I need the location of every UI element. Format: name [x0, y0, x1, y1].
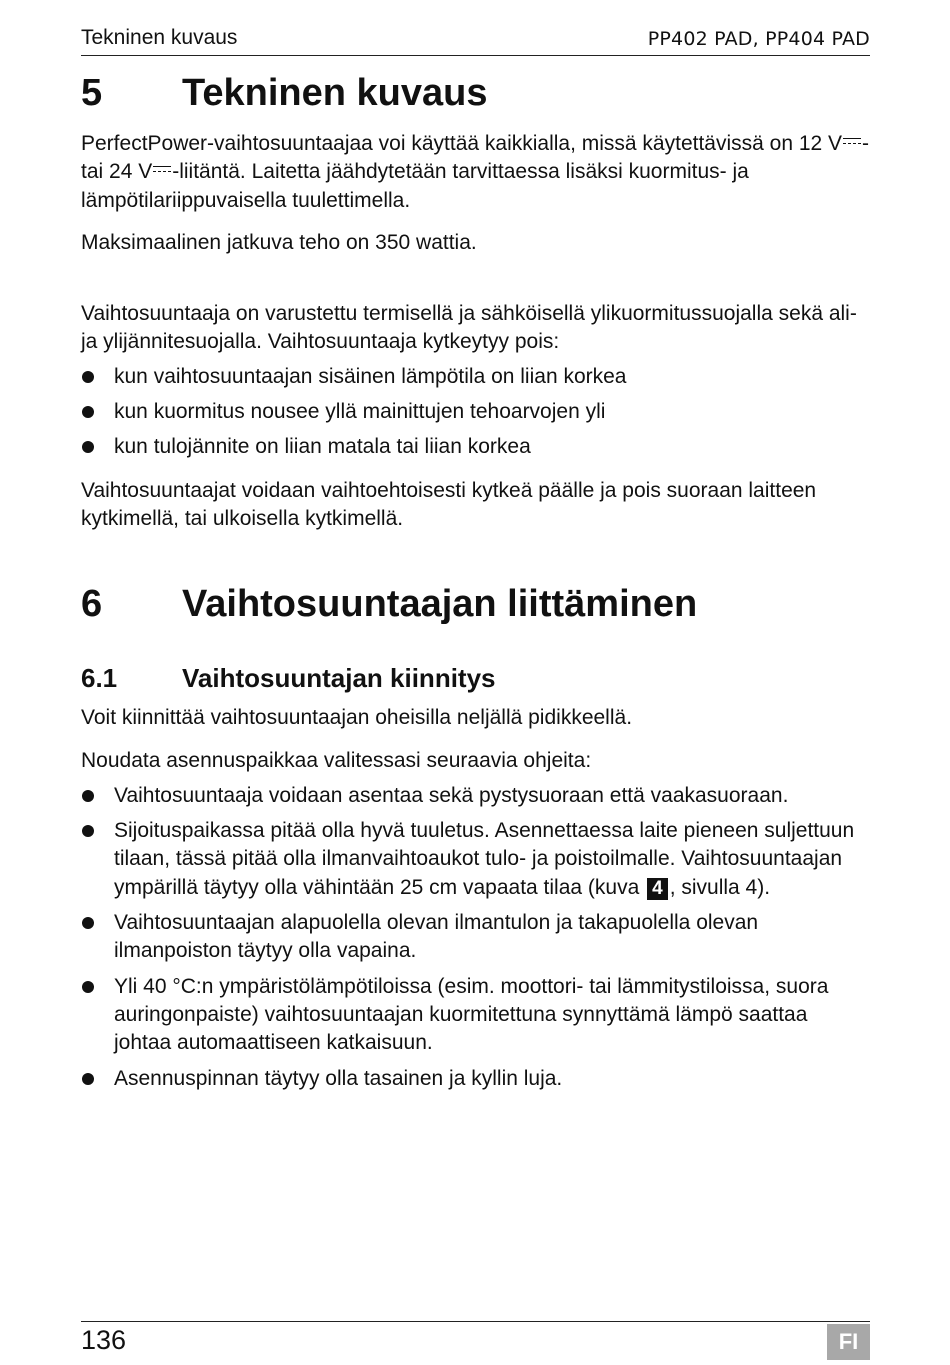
list-item-text-end: , sivulla 4). — [669, 875, 771, 899]
list-item-text: kun kuormitus nousee yllä mainittujen tehoarvojen yli — [114, 400, 606, 424]
list-item-text: Asennuspinnan täytyy olla tasainen ja kyllin luja. — [114, 1066, 563, 1090]
list-item-text: Yli 40 °C:n ympäristölämpötiloissa (esim. moottori- tai lämmitystiloissa, suora auringonpaiste) vaihtosuuntaajan kuormitettuna synnyttämä lämpö saattaa johtaa automaattiseen katkaisuun. — [114, 974, 829, 1055]
figure-reference-badge: 4 — [647, 878, 668, 900]
list-item-text: Vaihtosuuntaajan alapuolella olevan ilmantulon ja takapuolella olevan ilmanpoiston täytyy olla vapaina. — [114, 911, 759, 963]
list-item — [81, 973, 870, 1058]
list-item — [81, 909, 870, 966]
sec61-bullet-list — [81, 782, 870, 1093]
dc-symbol-icon — [152, 164, 172, 178]
bullet-icon — [82, 790, 94, 802]
language-badge: FI — [827, 1324, 870, 1360]
section-6-1-heading — [81, 662, 870, 694]
list-item-text: kun tulojännite on liian matala tai liian korkea — [114, 435, 531, 459]
section-5-heading — [81, 70, 870, 116]
sec61-paragraph-1: Voit kiinnittää vaihtosuuntaajan oheisilla neljällä pidikkeellä. — [81, 706, 633, 730]
page-content — [81, 70, 870, 1093]
bullet-icon — [82, 371, 94, 383]
list-item — [81, 1065, 870, 1093]
list-item — [81, 398, 870, 426]
sec5-p1-part-c: -liitäntä. Laitetta jäähdytetään tarvittaessa lisäksi kuormitus- ja lämpötilariippuvaisella tuulettimella. — [81, 160, 749, 212]
bullet-icon — [82, 406, 94, 418]
bullet-icon — [82, 1073, 94, 1085]
sec61-paragraph-2: Noudata asennuspaikkaa valitessasi seuraavia ohjeita: — [81, 748, 592, 772]
list-item-text: Sijoituspaikassa pitää olla hyvä tuuletus. Asennettaessa laite pieneen suljettuun tilaan, tässä pitää olla ilmanvaihtoaukot tulo- ja poistoilmalle. Vaihtosuuntaajan ympärillä täytyy olla vähintään 25 cm vapaata tilaa (kuva — [114, 819, 855, 899]
header-model-names: PP402 PAD, PP404 PAD — [647, 28, 870, 50]
section-6-heading — [81, 581, 870, 627]
section-6-1-number: 6.1 — [81, 663, 118, 694]
bullet-icon — [82, 825, 94, 837]
section-5-title: Tekninen kuvaus — [182, 72, 488, 114]
sec5-paragraph-1 — [81, 130, 870, 215]
list-item — [81, 817, 870, 902]
section-6-title: Vaihtosuuntaajan liittäminen — [182, 583, 698, 626]
list-item — [81, 363, 870, 391]
sec5-bullet-list — [81, 363, 870, 462]
bullet-icon — [82, 441, 94, 453]
sec5-paragraph-4: Vaihtosuuntaajat voidaan vaihtoehtoisesti kytkeä päälle ja pois suoraan laitteen kytkimellä, tai ulkoisella kytkimellä. — [81, 478, 817, 530]
sec5-paragraph-2: Maksimaalinen jatkuva teho on 350 wattia. — [81, 230, 477, 254]
list-item — [81, 782, 870, 810]
section-6-number: 6 — [81, 583, 103, 626]
page-number: 136 — [81, 1325, 127, 1355]
header-section-title: Tekninen kuvaus — [81, 26, 238, 49]
list-item-text: kun vaihtosuuntaajan sisäinen lämpötila on liian korkea — [114, 364, 627, 388]
running-header — [81, 26, 870, 56]
sec5-p1-part-b: - tai 24 V — [81, 132, 870, 184]
section-5-number: 5 — [81, 72, 103, 114]
sec5-paragraph-3: Vaihtosuuntaaja on varustettu termisellä ja sähköisellä ylikuormitussuojalla sekä ali- ja ylijännitesuojalla. Vaihtosuuntaaja kytkeytyy pois: — [81, 302, 857, 354]
list-item — [81, 433, 870, 461]
sec5-p1-part-a: PerfectPower-vaihtosuuntaajaa voi käyttää kaikkialla, missä käytettävissä on 12 V — [81, 132, 843, 155]
list-item-text: Vaihtosuuntaaja voidaan asentaa sekä pystysuoraan että vaakasuoraan. — [114, 783, 789, 807]
bullet-icon — [82, 981, 94, 993]
dc-symbol-icon — [842, 136, 862, 150]
section-6-1-title: Vaihtosuuntajan kiinnitys — [182, 663, 496, 694]
footer-divider — [81, 1321, 870, 1322]
bullet-icon — [82, 917, 94, 929]
